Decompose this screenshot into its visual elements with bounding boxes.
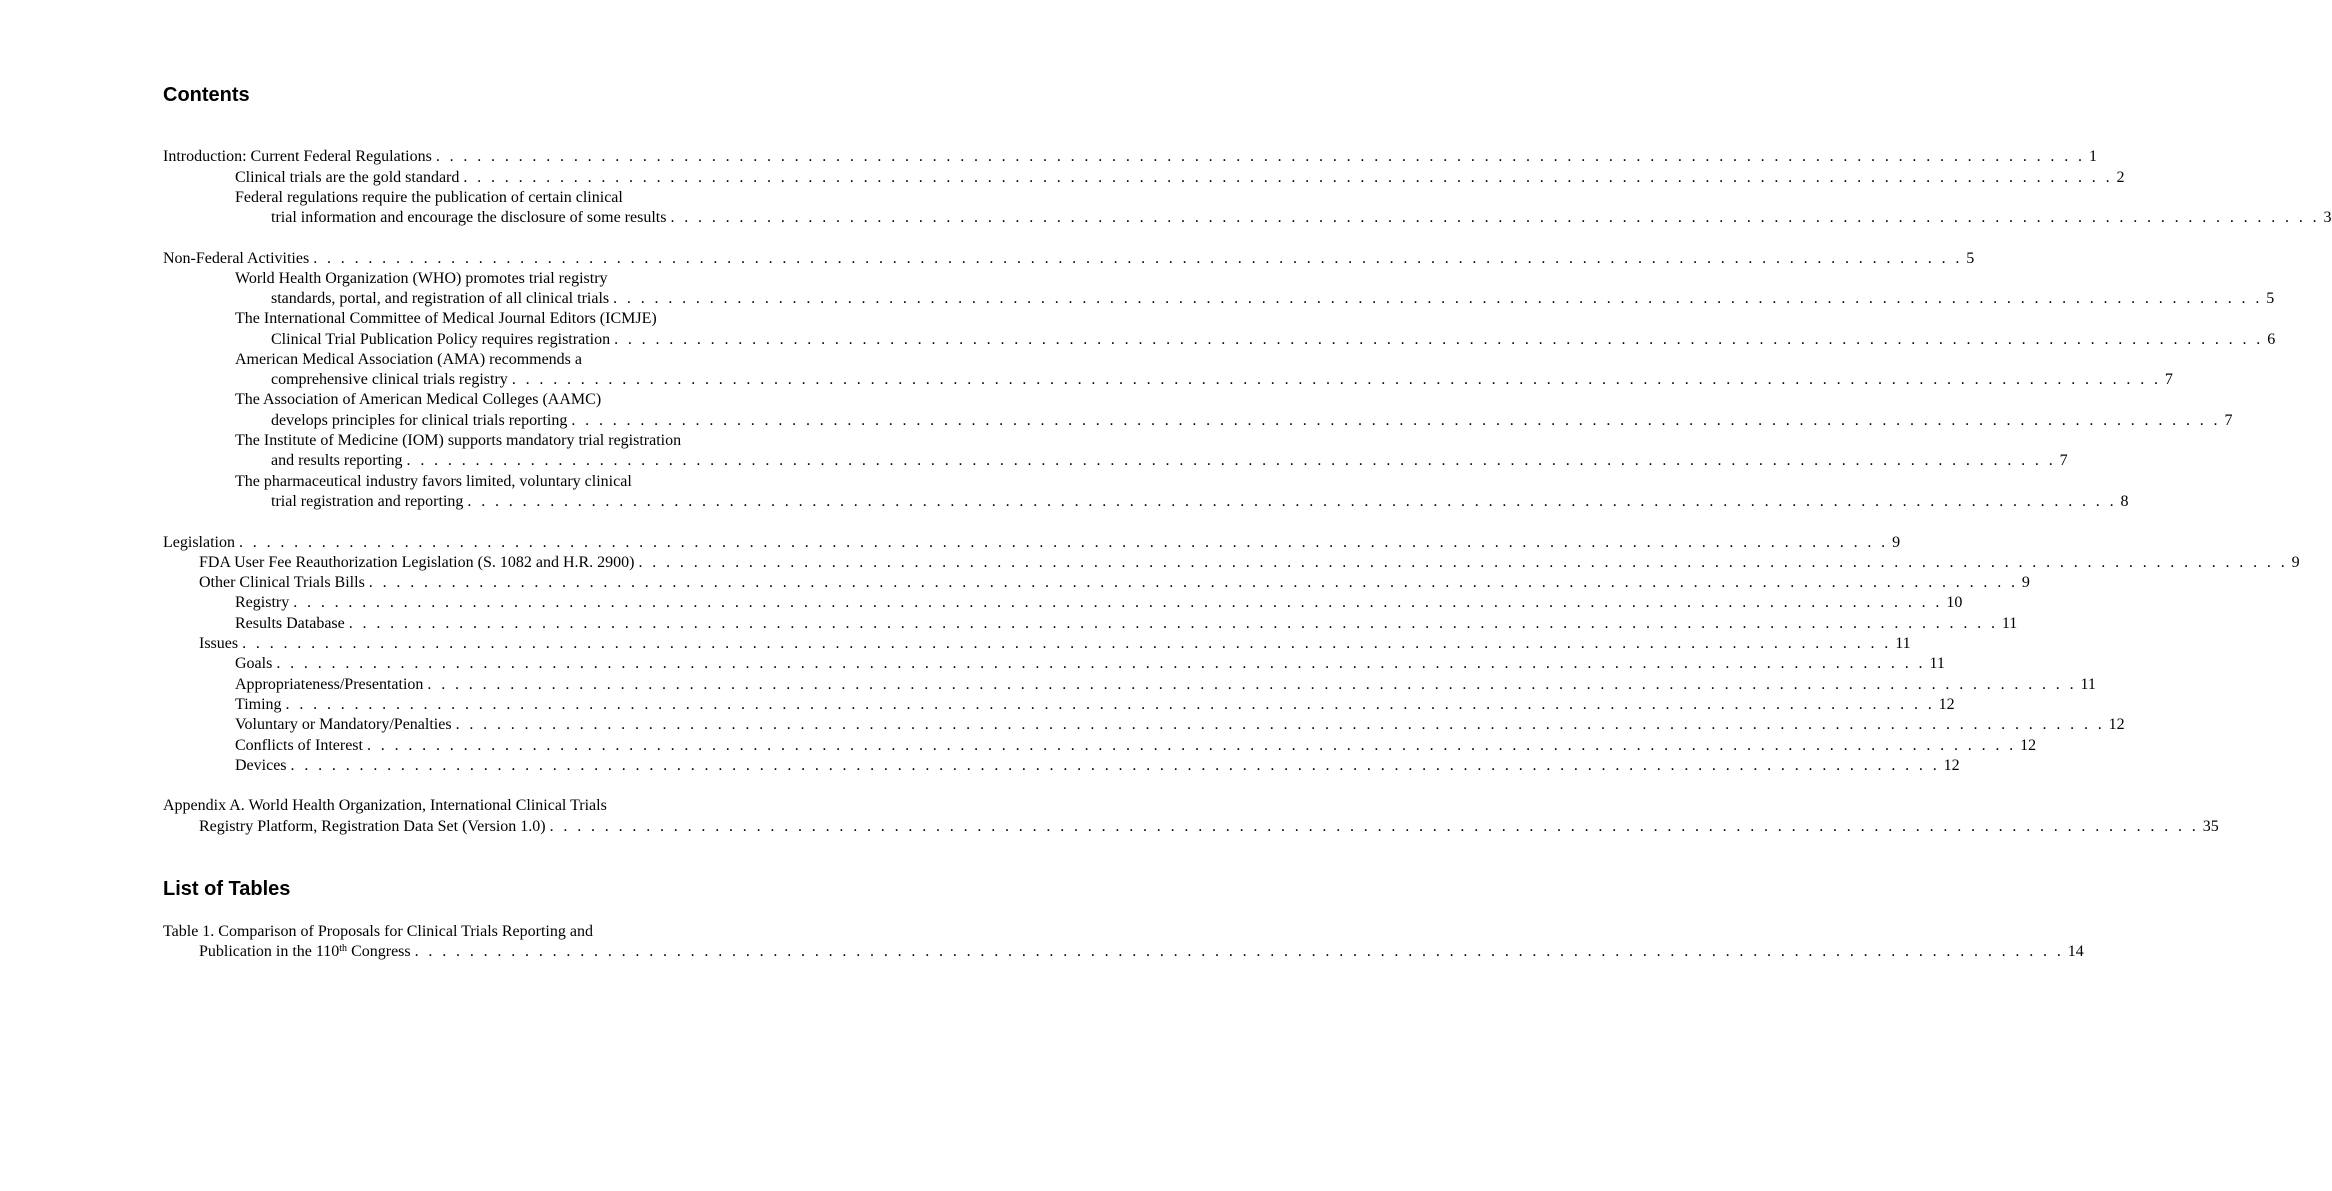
toc-entry-federal-regulations-cont[interactable]: trial information and encourage the disclosure of some results . . . . . . . . . . . . . . . . . . . . . . . . . . . . . . . . . . . . . . . . . . . . . . . . . . . . . . . . . . . . . . . . . . . . . . . . . . . . . . . . . . . . . . . . . . . . . . . . . . . . . . . . . . . . . . . . . . . . . . . . 3: [271, 209, 2332, 226]
toc-entry-who-cont[interactable]: standards, portal, and registration of all clinical trials . . . . . . . . . . . . . . . . . . . . . . . . . . . . . . . . . . . . . . . . . . . . . . . . . . . . . . . . . . . . . . . . . . . . . . . . . . . . . . . . . . . . . . . . . . . . . . . . . . . . . . . . . . . . . . . . . . . . . . . . 5: [271, 290, 2275, 307]
contents-heading: Contents: [163, 84, 250, 106]
toc-entry-appendix-a[interactable]: Appendix A. World Health Organization, International Clinical Trials: [163, 797, 607, 814]
toc-entry-ama-cont[interactable]: comprehensive clinical trials registry . . . . . . . . . . . . . . . . . . . . . . . . . . . . . . . . . . . . . . . . . . . . . . . . . . . . . . . . . . . . . . . . . . . . . . . . . . . . . . . . . . . . . . . . . . . . . . . . . . . . . . . . . . . . . . . . . . . . . . . . 7: [271, 371, 2173, 388]
table-entry-1-cont[interactable]: Publication in the 110th Congress . . . . . . . . . . . . . . . . . . . . . . . . . . . . . . . . . . . . . . . . . . . . . . . . . . . . . . . . . . . . . . . . . . . . . . . . . . . . . . . . . . . . . . . . . . . . . . . . . . . . . . . . . . . . . . . . . . . . . . . . 14: [199, 943, 2084, 960]
toc-entry-voluntary-mandatory[interactable]: Voluntary or Mandatory/Penalties . . . . . . . . . . . . . . . . . . . . . . . . . . . . . . . . . . . . . . . . . . . . . . . . . . . . . . . . . . . . . . . . . . . . . . . . . . . . . . . . . . . . . . . . . . . . . . . . . . . . . . . . . . . . . . . . . . . . . . . . 12: [235, 716, 2125, 733]
toc-entry-issues[interactable]: Issues . . . . . . . . . . . . . . . . . . . . . . . . . . . . . . . . . . . . . . . . . . . . . . . . . . . . . . . . . . . . . . . . . . . . . . . . . . . . . . . . . . . . . . . . . . . . . . . . . . . . . . . . . . . . . . . . . . . . . . . . 11: [199, 635, 1911, 652]
toc-entry-timing[interactable]: Timing . . . . . . . . . . . . . . . . . . . . . . . . . . . . . . . . . . . . . . . . . . . . . . . . . . . . . . . . . . . . . . . . . . . . . . . . . . . . . . . . . . . . . . . . . . . . . . . . . . . . . . . . . . . . . . . . . . . . . . . . 12: [235, 696, 1955, 713]
toc-entry-pharma-cont[interactable]: trial registration and reporting . . . . . . . . . . . . . . . . . . . . . . . . . . . . . . . . . . . . . . . . . . . . . . . . . . . . . . . . . . . . . . . . . . . . . . . . . . . . . . . . . . . . . . . . . . . . . . . . . . . . . . . . . . . . . . . . . . . . . . . . 8: [271, 493, 2129, 510]
toc-entry-gold-standard[interactable]: Clinical trials are the gold standard . . . . . . . . . . . . . . . . . . . . . . . . . . . . . . . . . . . . . . . . . . . . . . . . . . . . . . . . . . . . . . . . . . . . . . . . . . . . . . . . . . . . . . . . . . . . . . . . . . . . . . . . . . . . . . . . . . . . . . . . 2: [235, 169, 2125, 186]
toc-entry-iom-cont[interactable]: and results reporting . . . . . . . . . . . . . . . . . . . . . . . . . . . . . . . . . . . . . . . . . . . . . . . . . . . . . . . . . . . . . . . . . . . . . . . . . . . . . . . . . . . . . . . . . . . . . . . . . . . . . . . . . . . . . . . . . . . . . . . . 7: [271, 452, 2068, 469]
toc-entry-iom[interactable]: The Institute of Medicine (IOM) supports mandatory trial registration: [235, 432, 682, 449]
toc-entry-other-bills[interactable]: Other Clinical Trials Bills . . . . . . . . . . . . . . . . . . . . . . . . . . . . . . . . . . . . . . . . . . . . . . . . . . . . . . . . . . . . . . . . . . . . . . . . . . . . . . . . . . . . . . . . . . . . . . . . . . . . . . . . . . . . . . . . . . . . . . . . 9: [199, 574, 2030, 591]
toc-entry-conflicts[interactable]: Conflicts of Interest . . . . . . . . . . . . . . . . . . . . . . . . . . . . . . . . . . . . . . . . . . . . . . . . . . . . . . . . . . . . . . . . . . . . . . . . . . . . . . . . . . . . . . . . . . . . . . . . . . . . . . . . . . . . . . . . . . . . . . . . 12: [235, 737, 2037, 754]
toc-entry-results-database[interactable]: Results Database . . . . . . . . . . . . . . . . . . . . . . . . . . . . . . . . . . . . . . . . . . . . . . . . . . . . . . . . . . . . . . . . . . . . . . . . . . . . . . . . . . . . . . . . . . . . . . . . . . . . . . . . . . . . . . . . . . . . . . . . 11: [235, 615, 2018, 632]
table-entry-1[interactable]: Table 1. Comparison of Proposals for Clinical Trials Reporting and: [163, 923, 593, 940]
toc-entry-icmje-cont[interactable]: Clinical Trial Publication Policy requires registration . . . . . . . . . . . . . . . . . . . . . . . . . . . . . . . . . . . . . . . . . . . . . . . . . . . . . . . . . . . . . . . . . . . . . . . . . . . . . . . . . . . . . . . . . . . . . . . . . . . . . . . . . . . . . . . . . . . . . . . . 6: [271, 331, 2276, 348]
toc-entry-introduction[interactable]: Introduction: Current Federal Regulations . . . . . . . . . . . . . . . . . . . . . . . . . . . . . . . . . . . . . . . . . . . . . . . . . . . . . . . . . . . . . . . . . . . . . . . . . . . . . . . . . . . . . . . . . . . . . . . . . . . . . . . . . . . . . . . . . . . . . . . . 1: [163, 148, 2097, 165]
toc-entry-legislation[interactable]: Legislation . . . . . . . . . . . . . . . . . . . . . . . . . . . . . . . . . . . . . . . . . . . . . . . . . . . . . . . . . . . . . . . . . . . . . . . . . . . . . . . . . . . . . . . . . . . . . . . . . . . . . . . . . . . . . . . . . . . . . . . . 9: [163, 534, 1901, 551]
toc-entry-registry[interactable]: Registry . . . . . . . . . . . . . . . . . . . . . . . . . . . . . . . . . . . . . . . . . . . . . . . . . . . . . . . . . . . . . . . . . . . . . . . . . . . . . . . . . . . . . . . . . . . . . . . . . . . . . . . . . . . . . . . . . . . . . . . . 10: [235, 594, 1963, 611]
toc-entry-goals[interactable]: Goals . . . . . . . . . . . . . . . . . . . . . . . . . . . . . . . . . . . . . . . . . . . . . . . . . . . . . . . . . . . . . . . . . . . . . . . . . . . . . . . . . . . . . . . . . . . . . . . . . . . . . . . . . . . . . . . . . . . . . . . . 11: [235, 655, 1945, 672]
toc-entry-aamc-cont[interactable]: develops principles for clinical trials reporting . . . . . . . . . . . . . . . . . . . . . . . . . . . . . . . . . . . . . . . . . . . . . . . . . . . . . . . . . . . . . . . . . . . . . . . . . . . . . . . . . . . . . . . . . . . . . . . . . . . . . . . . . . . . . . . . . . . . . . . . 7: [271, 412, 2233, 429]
toc-entry-ama[interactable]: American Medical Association (AMA) recommends a: [235, 351, 583, 368]
list-of-tables-heading: List of Tables: [163, 878, 291, 900]
toc-entry-devices[interactable]: Devices . . . . . . . . . . . . . . . . . . . . . . . . . . . . . . . . . . . . . . . . . . . . . . . . . . . . . . . . . . . . . . . . . . . . . . . . . . . . . . . . . . . . . . . . . . . . . . . . . . . . . . . . . . . . . . . . . . . . . . . . 12: [235, 757, 1960, 774]
toc-entry-non-federal[interactable]: Non-Federal Activities . . . . . . . . . . . . . . . . . . . . . . . . . . . . . . . . . . . . . . . . . . . . . . . . . . . . . . . . . . . . . . . . . . . . . . . . . . . . . . . . . . . . . . . . . . . . . . . . . . . . . . . . . . . . . . . . . . . . . . . . 5: [163, 250, 1975, 267]
toc-entry-aamc[interactable]: The Association of American Medical Colleges (AAMC): [235, 391, 602, 408]
toc-entry-federal-regulations[interactable]: Federal regulations require the publication of certain clinical: [235, 189, 623, 206]
toc-entry-who[interactable]: World Health Organization (WHO) promotes trial registry: [235, 270, 608, 287]
toc-entry-appropriateness[interactable]: Appropriateness/Presentation . . . . . . . . . . . . . . . . . . . . . . . . . . . . . . . . . . . . . . . . . . . . . . . . . . . . . . . . . . . . . . . . . . . . . . . . . . . . . . . . . . . . . . . . . . . . . . . . . . . . . . . . . . . . . . . . . . . . . . . . 11: [235, 676, 2096, 693]
toc-entry-pharma[interactable]: The pharmaceutical industry favors limited, voluntary clinical: [235, 473, 632, 490]
toc-entry-icmje[interactable]: The International Committee of Medical Journal Editors (ICMJE): [235, 310, 657, 327]
toc-entry-appendix-a-cont[interactable]: Registry Platform, Registration Data Set (Version 1.0) . . . . . . . . . . . . . . . . . . . . . . . . . . . . . . . . . . . . . . . . . . . . . . . . . . . . . . . . . . . . . . . . . . . . . . . . . . . . . . . . . . . . . . . . . . . . . . . . . . . . . . . . . . . . . . . . . . . . . . . . 35: [199, 818, 2219, 835]
toc-entry-fda-user-fee[interactable]: FDA User Fee Reauthorization Legislation (S. 1082 and H.R. 2900) . . . . . . . . . . . . . . . . . . . . . . . . . . . . . . . . . . . . . . . . . . . . . . . . . . . . . . . . . . . . . . . . . . . . . . . . . . . . . . . . . . . . . . . . . . . . . . . . . . . . . . . . . . . . . . . . . . . . . . . . 9: [199, 554, 2300, 571]
